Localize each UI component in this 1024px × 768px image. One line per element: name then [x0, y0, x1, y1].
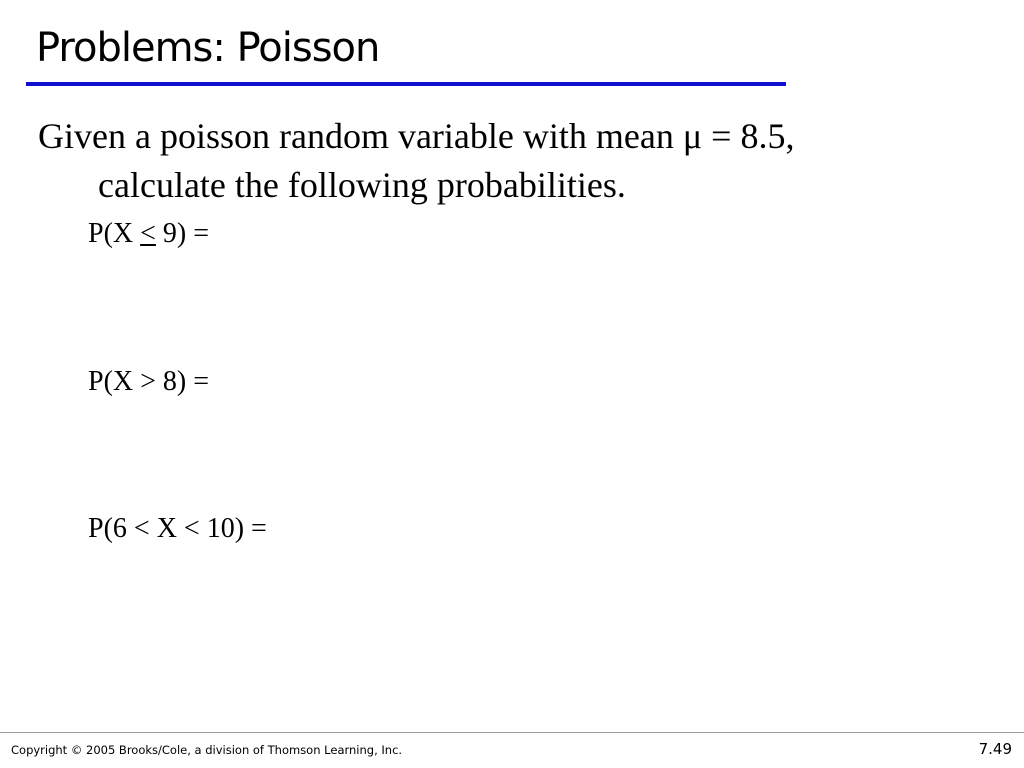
title-underline-rule	[26, 82, 786, 86]
footer-divider	[0, 732, 1024, 733]
copyright-notice: Copyright © 2005 Brooks/Cole, a division of Thomson Learning, Inc.	[11, 743, 403, 757]
probability-item-1-prefix: P(X	[88, 218, 141, 249]
intro-line-2: calculate the following probabilities.	[98, 165, 626, 205]
less-or-equal-symbol: <	[140, 218, 156, 249]
probability-item-3: P(6 < X < 10) =	[88, 513, 267, 544]
probability-item-2: P(X > 8) =	[88, 366, 210, 397]
slide-title: Problems: Poisson	[36, 25, 380, 71]
probability-item-1	[88, 218, 209, 250]
slide-number: 7.49	[978, 740, 1012, 758]
intro-line-1: Given a poisson random variable with mean μ = 8.5,	[38, 116, 795, 156]
intro-text	[38, 112, 938, 210]
probability-item-1-suffix: 9) =	[155, 218, 210, 249]
